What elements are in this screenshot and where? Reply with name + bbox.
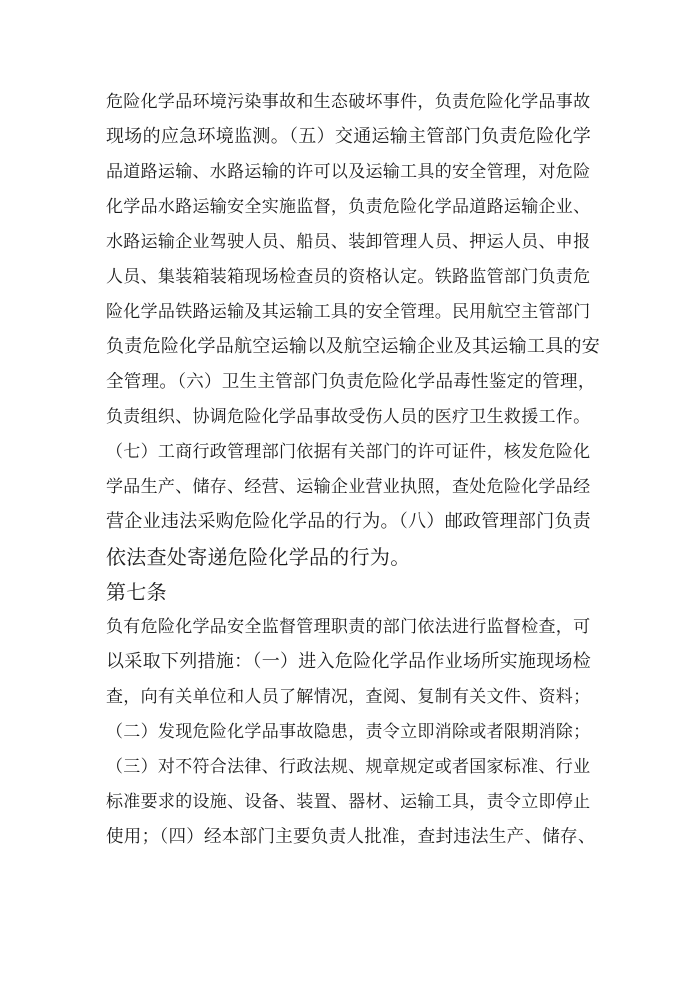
text-line-21: 标准要求的设施、设备、装置、器材、运输工具，责令立即停止: [106, 792, 591, 812]
text-line-1: 危险化学品环境污染事故和生态破坏事件，负责危险化学品事故: [106, 92, 591, 112]
text-line-10: 负责组织、协调危险化学品事故受伤人员的医疗卫生救援工作。: [106, 407, 591, 427]
text-line-4: 化学品水路运输安全实施监督，负责危险化学品道路运输企业、: [106, 197, 591, 217]
text-line-13: 营企业违法采购危险化学品的行为。（八）邮政管理部门负责: [106, 511, 592, 532]
text-line-2: 现场的应急环境监测。（五）交通运输主管部门负责危险化学: [106, 126, 592, 147]
text-line-12: 学品生产、储存、经营、运输企业营业执照，查处危险化学品经: [106, 477, 591, 497]
text-line-11: （七）工商行政管理部门依据有关部门的许可证件，核发危险化: [106, 442, 591, 462]
text-line-16: 负有危险化学品安全监督管理职责的部门依法进行监督检查，可: [106, 617, 591, 637]
text-line-22: 使用；（四）经本部门主要负责人批准，查封违法生产、储存、: [106, 827, 596, 847]
text-line-7: 险化学品铁路运输及其运输工具的安全管理。民用航空主管部门: [106, 302, 591, 322]
text-line-8: 负责危险化学品航空运输以及航空运输企业及其运输工具的安: [106, 336, 601, 357]
text-line-17: 以采取下列措施：（一）进入危险化学品作业场所实施现场检: [106, 651, 592, 672]
text-line-3: 品道路运输、水路运输的许可以及运输工具的安全管理，对危险: [106, 162, 591, 182]
text-line-5: 水路运输企业驾驶人员、船员、装卸管理人员、押运人员、申报: [106, 232, 591, 252]
text-line-6: 人员、集装箱装箱现场检查员的资格认定。铁路监管部门负责危: [106, 267, 591, 287]
text-line-14: 依法查处寄递危险化学品的行为。: [106, 545, 411, 569]
text-line-20: （三）对不符合法律、行政法规、规章规定或者国家标准、行业: [106, 757, 591, 777]
text-line-9: 全管理。（六）卫生主管部门负责危险化学品毒性鉴定的管理，: [106, 372, 596, 392]
article-heading: 第七条: [106, 580, 167, 604]
text-line-18: 查，向有关单位和人员了解情况，查阅、复制有关文件、资料；: [106, 687, 591, 707]
text-line-19: （二）发现危险化学品事故隐患，责令立即消除或者限期消除；: [106, 722, 591, 742]
